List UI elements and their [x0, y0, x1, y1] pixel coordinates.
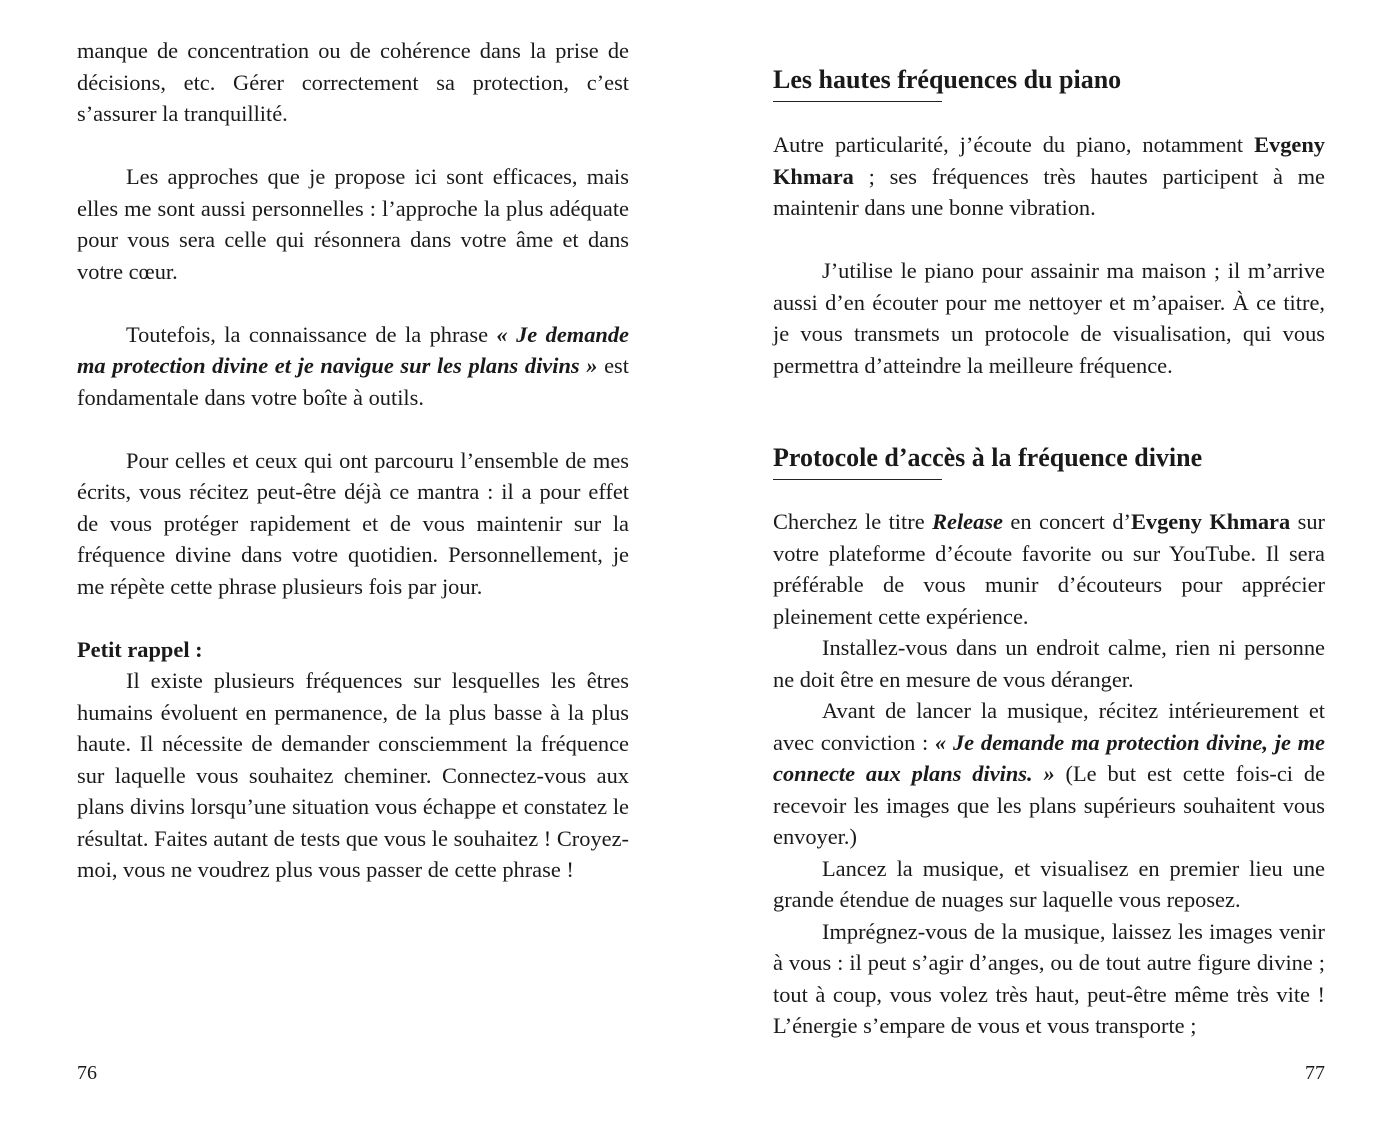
blank-line [77, 130, 629, 162]
paragraph-text: ; ses fréquences très hautes participent à me maintenir dans une bonne vibration. [773, 163, 1325, 220]
section-body [773, 506, 1325, 1042]
paragraph [773, 129, 1325, 224]
paragraph: Imprégnez-vous de la musique, laissez les images venir à vous : il peut s’agir d’anges, ou de tout autre figure divine ; tout à coup, vous volez très haut, peut-être même très vite ! L’énergie s’empare de vous et vous transporte ; [773, 918, 1325, 1038]
paragraph [77, 319, 629, 414]
paragraph: Lancez la musique, et visualisez en premier lieu une grande étendue de nuages sur laquelle vous reposez. [773, 855, 1325, 912]
artist-name: Evgeny Khmara [1130, 509, 1291, 534]
section-heading: Protocole d’accès à la fréquence divine [773, 443, 1203, 472]
page-number: 76 [77, 1062, 97, 1084]
blank-line [77, 287, 629, 319]
reminder-block [77, 634, 629, 886]
paragraph-text: est fondamentale dans votre boîte à outils. [77, 353, 629, 410]
paragraph: J’utilise le piano pour assainir ma maison ; il m’arrive aussi d’en écouter pour me nettoyer et m’apaiser. À ce titre, je vous transmets un protocole de visualisation, qui vous permettra d’atteindre la meilleure fréquence. [773, 258, 1325, 378]
paragraph: Les approches que je propose ici sont efficaces, mais elles me sont aussi personnelles : l’approche la plus adéquate pour vous sera celle qui résonnera dans votre âme et dans votre cœur. [77, 164, 629, 284]
paragraph [773, 506, 1325, 632]
blank-line [77, 413, 629, 445]
paragraph: Pour celles et ceux qui ont parcouru l’ensemble de mes écrits, vous récitez peut-être déjà ce mantra : il a pour effet de vous protéger rapidement et de vous maintenir sur la fréquence divine dans votre quotidien. Personnellement, je me répète cette phrase plusieurs fois par jour. [77, 447, 629, 599]
blank-line [773, 224, 1325, 256]
paragraph-text: sur votre plateforme d’écoute favorite ou sur YouTube. Il sera préférable de vous munir d’écouteurs pour apprécier pleinement cette expérience. [773, 509, 1326, 629]
track-title: Release [932, 509, 1003, 534]
paragraph-text: en concert d’ [1002, 509, 1131, 534]
paragraph-text: Autre particularité, j’écoute du piano, notamment [773, 132, 1255, 157]
paragraph [773, 695, 1325, 853]
reminder-body: Il existe plusieurs fréquences sur lesquelles les êtres humains évoluent en permanence, de la plus basse à la plus haute. Il nécessite de demander consciemment la fréquence sur laquelle vous souhaitez cheminer. Connectez-vous aux plans divins lorsqu’une situation vous échappe et constatez le résultat. Faites autant de tests que vous le souhaitez ! Croyez-moi, vous ne voudrez plus vous passer de cette phrase ! [77, 668, 629, 882]
heading-underline [773, 479, 942, 480]
paragraph: Installez-vous dans un endroit calme, rien ni personne ne doit être en mesure de vous déranger. [773, 635, 1325, 692]
mantra-quote: « Je demande ma protection divine et je navigue sur les plans divins » [77, 321, 629, 378]
section-heading: Les hautes fréquences du piano [773, 65, 1122, 94]
mantra-quote: « Je demande ma protection divine, je me connecte aux plans divins. » [773, 729, 1325, 786]
heading-underline [773, 101, 942, 102]
blank-line [77, 602, 629, 634]
paragraph-text: (Le but est cette fois-ci de recevoir les images que les plans supérieurs souhaitent vous envoyer.) [773, 761, 1326, 849]
paragraph: manque de concentration ou de cohérence dans la prise de décisions, etc. Gérer correctement sa protection, c’est s’assurer la tranquillité. [77, 38, 629, 126]
artist-name: Evgeny Khmara [773, 132, 1325, 189]
page-number: 77 [1305, 1062, 1325, 1084]
paragraph-text: Cherchez le titre [773, 509, 933, 534]
reminder-title: Petit rappel : [77, 636, 203, 662]
section-body [773, 129, 1325, 381]
paragraph-text: Avant de lancer la musique, récitez intérieurement et avec conviction : [773, 698, 1325, 755]
paragraph-text: Toutefois, la connaissance de la phrase [126, 321, 497, 347]
left-page-body [77, 35, 629, 886]
